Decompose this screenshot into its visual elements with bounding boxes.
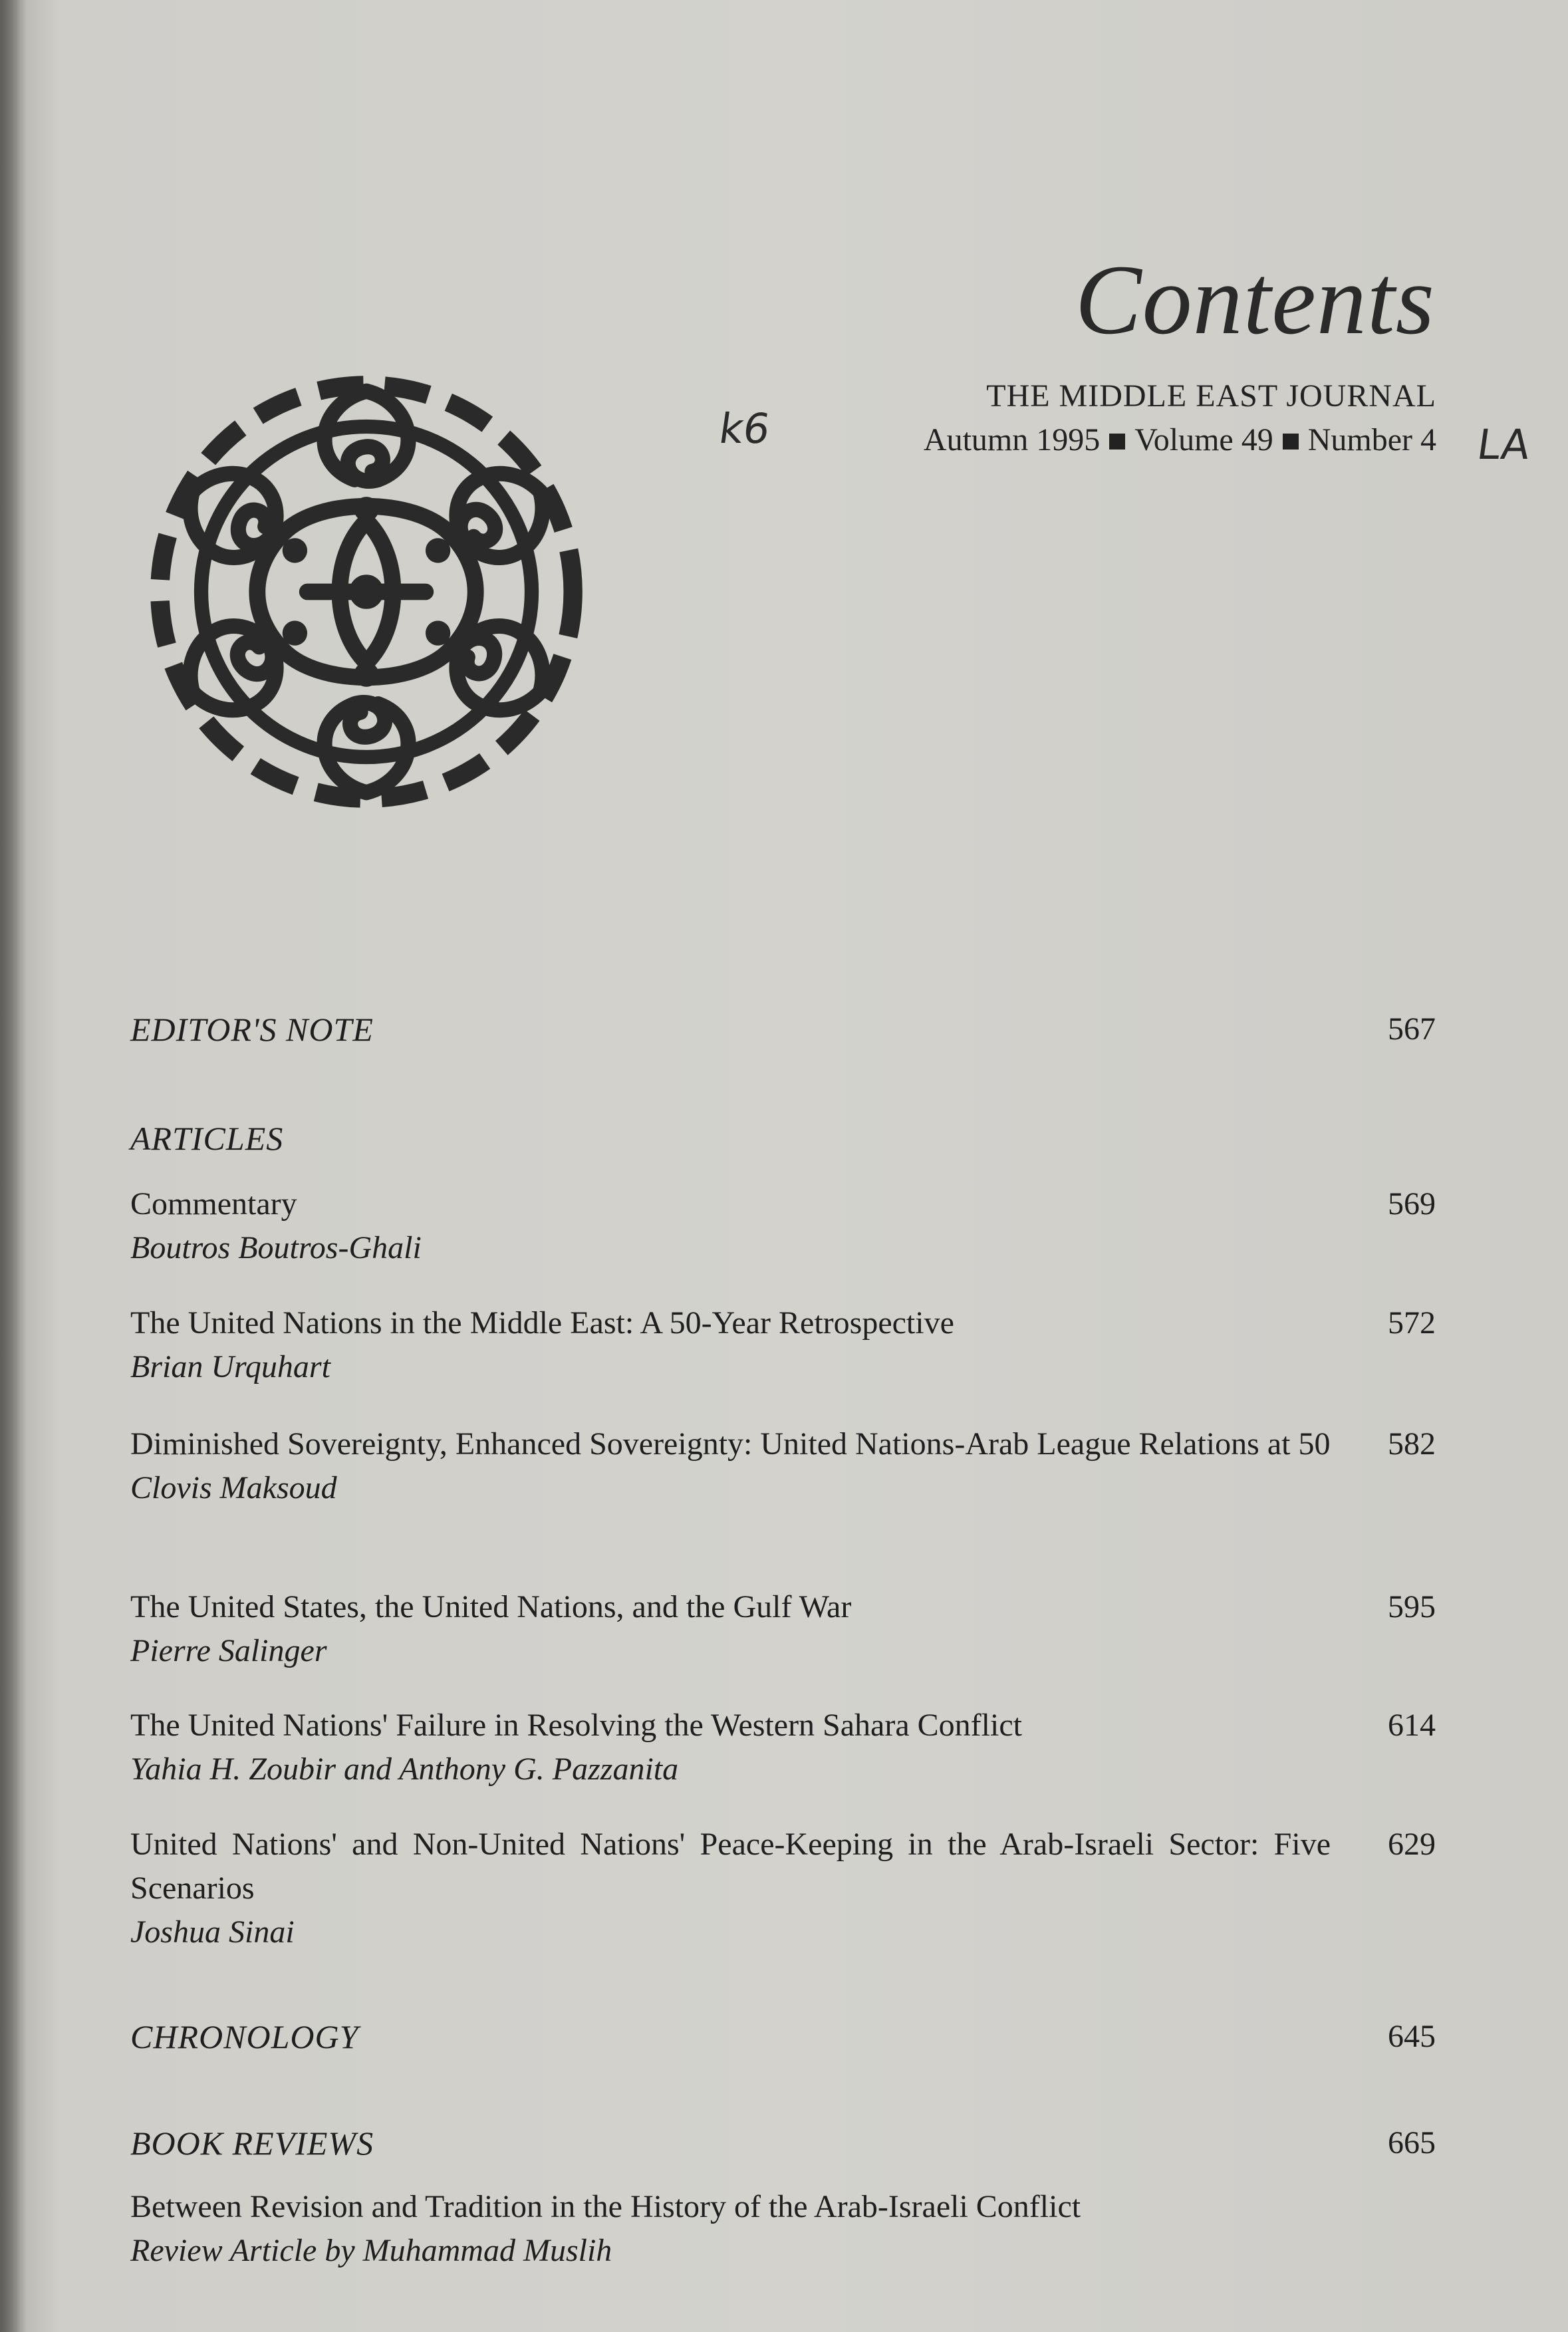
section-heading-articles: ARTICLES	[130, 1120, 284, 1157]
article-author: Clovis Maksoud	[130, 1470, 337, 1505]
article-title: Commentary	[130, 1186, 297, 1222]
page-number: 614	[1388, 1708, 1436, 1743]
toc-article[interactable]	[130, 1182, 1444, 1270]
toc-article[interactable]	[130, 1585, 1444, 1673]
page-number: 645	[1388, 2019, 1436, 2054]
review-article-title: Between Revision and Tradition in the History of the Arab-Israeli Conflict	[130, 2189, 1081, 2224]
toc-article[interactable]	[130, 1704, 1444, 1791]
page-number: 569	[1388, 1186, 1436, 1222]
section-heading-book-reviews: BOOK REVIEWS	[130, 2125, 374, 2162]
spine-shadow	[0, 0, 27, 2332]
toc-article[interactable]	[130, 1823, 1444, 1954]
arabesque-ornament	[130, 356, 602, 828]
article-author: Boutros Boutros-Ghali	[130, 1230, 422, 1265]
handwritten-annotation-left: k6	[716, 404, 773, 453]
toc-editors-note[interactable]	[130, 1007, 1444, 1053]
page-number: 582	[1388, 1426, 1436, 1462]
article-title: The United Nations in the Middle East: A 50-Year Retrospective	[130, 1305, 954, 1341]
page-number: 595	[1388, 1589, 1436, 1624]
toc-book-reviews[interactable]	[130, 2121, 1444, 2166]
issue-volume: Volume 49	[1134, 422, 1273, 457]
article-title: The United States, the United Nations, and the Gulf War	[130, 1589, 852, 1624]
section-heading-editors-note: EDITOR'S NOTE	[130, 1011, 374, 1048]
article-author: Brian Urquhart	[130, 1349, 330, 1384]
article-author: Pierre Salinger	[130, 1633, 327, 1668]
toc-chronology[interactable]	[130, 2015, 1444, 2060]
issue-season: Autumn 1995	[923, 422, 1101, 457]
square-bullet-icon	[1109, 434, 1125, 450]
article-title: The United Nations' Failure in Resolving the Western Sahara Conflict	[130, 1708, 1022, 1743]
page-number: 572	[1388, 1305, 1436, 1341]
issue-number: Number 4	[1307, 422, 1436, 457]
page-number: 665	[1388, 2125, 1436, 2160]
page-title: Contents	[1075, 245, 1435, 355]
toc-review-article[interactable]	[130, 2185, 1444, 2273]
section-heading-chronology: CHRONOLOGY	[130, 2018, 359, 2055]
issue-info	[924, 422, 1436, 458]
review-article-author: Review Article by Muhammad Muslih	[130, 2233, 612, 2268]
article-title: Diminished Sovereignty, Enhanced Sovereignty: United Nations-Arab League Relations at 50	[130, 1426, 1331, 1462]
article-author: Joshua Sinai	[130, 1914, 295, 1950]
square-bullet-icon	[1283, 434, 1299, 450]
journal-name: THE MIDDLE EAST JOURNAL	[986, 378, 1436, 414]
article-author: Yahia H. Zoubir and Anthony G. Pazzanita	[130, 1751, 679, 1787]
page-number: 629	[1388, 1827, 1436, 1862]
section-articles	[130, 1116, 1444, 1162]
article-title: United Nations' and Non-United Nations' Peace-Keeping in the Arab-Israeli Sector: Five Scenarios	[130, 1827, 1331, 1906]
toc-article[interactable]	[130, 1301, 1444, 1389]
toc-article[interactable]	[130, 1422, 1444, 1510]
page-number: 567	[1388, 1011, 1436, 1047]
handwritten-annotation-right: LA	[1474, 420, 1533, 469]
